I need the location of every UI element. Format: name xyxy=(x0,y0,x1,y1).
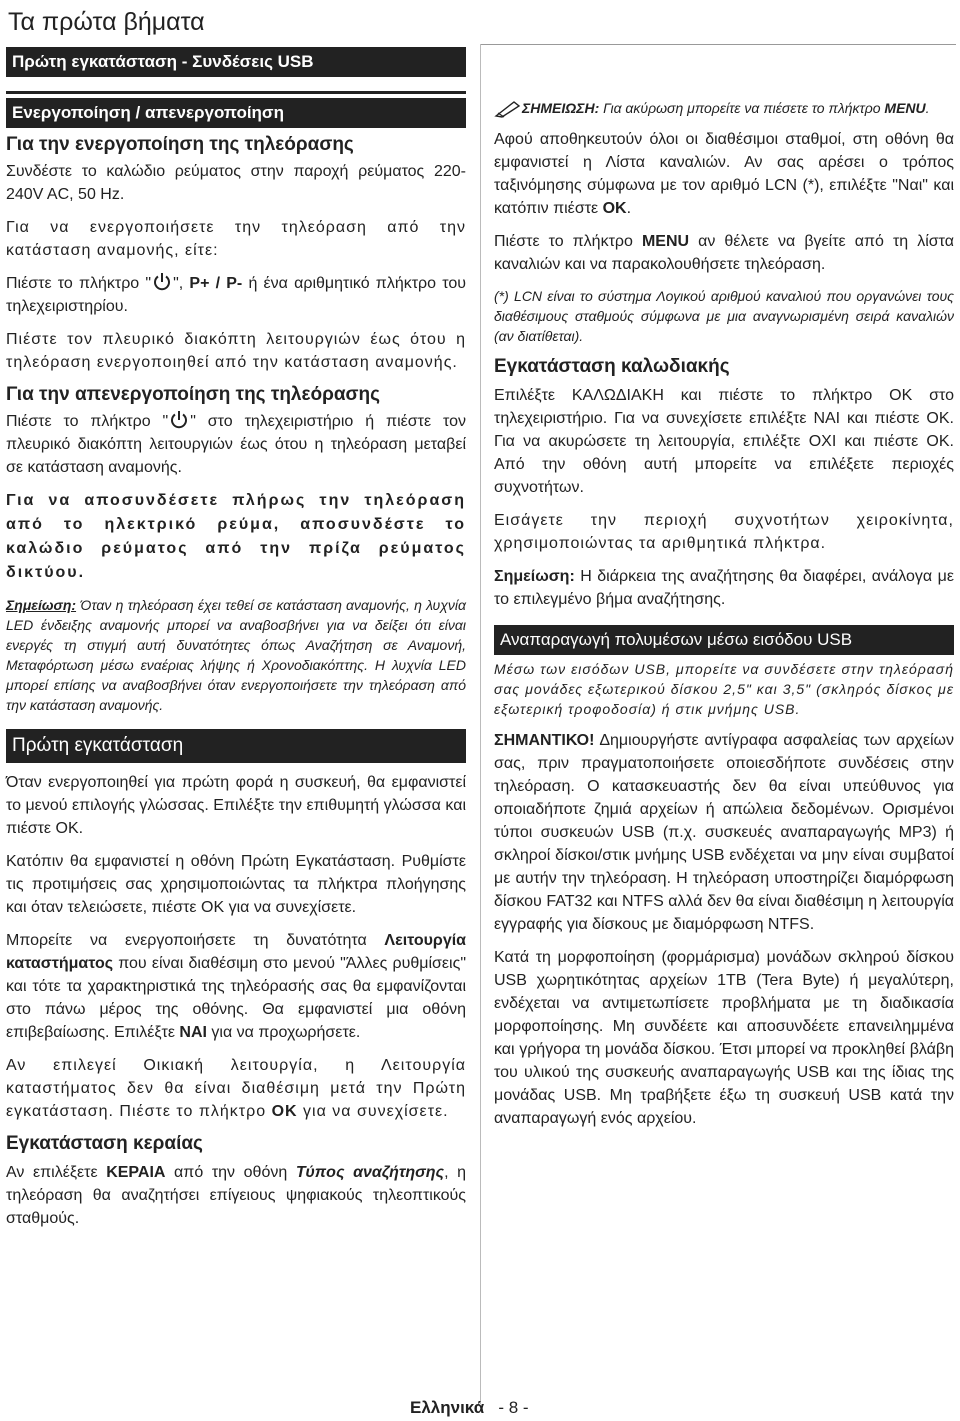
power-off-p1: Πιέστε το πλήκτρο " " στο τηλεχειριστήριο ή πιέστε τον πλευρικό διακόπτη λειτουργιών έως ότου η τηλεόραση μεταβεί σε κατάσταση αναμονής. xyxy=(6,410,466,479)
power-icon xyxy=(152,272,172,292)
page-number: - 8 - xyxy=(498,1398,529,1417)
power-off-heading: Για την απενεργοποίηση της τηλεόρασης xyxy=(6,384,381,405)
footer-language: Ελληνικά xyxy=(410,1398,485,1417)
power-on-p1: Συνδέστε το καλώδιο ρεύματος στην παροχή ρεύματος 220-240V AC, 50 Hz. xyxy=(6,163,466,203)
first-install-bar: Πρώτη εγκατάσταση xyxy=(6,729,466,763)
power-on-p2: Για να ενεργοποιήσετε την τηλεόραση από την κατάσταση αναμονής, είτε: xyxy=(6,219,466,259)
header-rule xyxy=(480,44,956,45)
channel-list-p: Αφού αποθηκευτούν όλοι οι διαθέσιμοι σταθμοί, στη οθόνη θα εμφανιστεί η Λίστα καναλιών. Αν σας αρέσει ο τρόπος ταξινόμησης σύμφωνα με τον αριθμό LCN (*), επιλέξτε "Ναι" και κατόπιν πιέστε OK. xyxy=(494,131,954,218)
column-divider xyxy=(480,44,481,1404)
usb-bar: Αναπαραγωγή πολυμέσων μέσω εισόδου USB xyxy=(494,625,954,655)
power-on-p4: Πιέστε τον πλευρικό διακόπτη λειτουργιών έως ότου η τηλεόραση ενεργοποιηθεί από την κατάσταση αναμονής. xyxy=(6,331,466,371)
cable-heading: Εγκατάσταση καλωδιακής xyxy=(494,356,730,378)
power-on-p3: Πιέστε το πλήκτρο " ", P+ / P- ή ένα αριθμητικό πλήκτρο του τηλεχειριστηρίου. xyxy=(6,272,466,318)
power-bar: Ενεργοποίηση / απενεργοποίηση xyxy=(6,98,466,128)
disconnect-warning: Για να αποσυνδέσετε πλήρως την τηλεόραση από το ηλεκτρικό ρεύμα, αποσυνδέστε το καλώδιο ρεύματος από την πρίζα ρεύματος δικτύου. xyxy=(6,492,466,581)
page-footer xyxy=(410,1398,529,1418)
section-rule xyxy=(6,91,466,94)
left-column xyxy=(6,0,466,1240)
cable-p1: Επιλέξτε ΚΑΛΩΔΙΑΚΗ και πιέστε το πλήκτρο OK στο τηλεχειριστήριο. Για να συνεχίσετε επιλέξτε ΝΑΙ και πιέστε OK. Για να ακυρώσετε τη λειτουργία, επιλέξτε ΟΧΙ και πιέστε OK. Από την οθόνη αυτή μπορείτε να επιλέξετε περιοχές συχνοτήτων. xyxy=(494,387,954,497)
antenna-heading: Εγκατάσταση κεραίας xyxy=(6,1133,203,1154)
first-install-p1: Όταν ενεργοποιηθεί για πρώτη φορά η συσκευή, θα εμφανιστεί το μενού επιλογής γλώσσας. Επιλέξτε την επιθυμητή γλώσσα και πιέστε OK. xyxy=(6,774,466,837)
page-title: Τα πρώτα βήματα xyxy=(8,8,205,36)
cancel-note: ΣΗΜΕΙΩΣΗ: Για ακύρωση μπορείτε να πιέσετε το πλήκτρο MENU. xyxy=(494,98,954,118)
antenna-paragraph: Αν επιλέξετε ΚΕΡΑΙΑ από την οθόνη Τύπος αναζήτησης, η τηλεόραση θα αναζητήσει επίγειους ψηφιακούς τηλεοπτικούς σταθμούς. xyxy=(6,1164,467,1227)
format-p: Κατά τη μορφοποίηση (φορμάρισμα) μονάδων σκληρού δίσκου USB χωρητικότητας αρχείων 1TB (Tera Byte) ή μεγαλύτερη, ενδέχεται να αντιμετωπίσετε προβλήματα με τη διαδικασία μορφοποίησης. Μη συνδέετε και αποσυνδέετε επανειλημμένα και γρήγορα τη μονάδα δίσκου. Έτσι μπορεί να προκληθεί βλάβη του υλικού της συσκευής αναπαραγωγής USB και της ίδιας της μονάδας USB. Μη τραβήξετε έξω τη συσκευή USB κατά την αναπαραγωγή ενός αρχείου. xyxy=(494,949,954,1128)
cable-note: Σημείωση: Η διάρκεια της αναζήτησης θα διαφέρει, ανάλογα με το επιλεγμένο βήμα αναζήτησης. xyxy=(494,568,954,609)
first-install-p3: Μπορείτε να ενεργοποιήσετε τη δυνατότητα Λειτουργία καταστήματος που είναι διαθέσιμη στο μενού "Άλλες ρυθμίσεις" και τότε τα χαρακτηριστικά της τηλεόρασής σας θα εμφανίζονται στο πάνω μέρος της οθόνης. Θα εμφανιστεί μια οθόνη επιβεβαίωσης. Επιλέξτε ΝΑΙ για να προχωρήσετε. xyxy=(6,932,466,1041)
first-install-p2: Κατόπιν θα εμφανιστεί η οθόνη Πρώτη Εγκατάσταση. Ρυθμίστε τις προτιμήσεις σας χρησιμοποιώντας τα πλήκτρα πλοήγησης και όταν τελειώσετε, πιέστε OK για να συνεχίσετε. xyxy=(6,853,466,916)
right-column xyxy=(494,98,954,1140)
cable-p2: Εισάγετε την περιοχή συχνοτήτων χειροκίνητα, χρησιμοποιώντας τα αριθμητικά πλήκτρα. xyxy=(494,512,954,553)
first-install-p4: Αν επιλεγεί Οικιακή λειτουργία, η Λειτουργία καταστήματος δεν θα είναι διαθέσιμη μετά την Πρώτη εγκατάσταση. Πιέστε το πλήκτρο OK για να συνεχίσετε. xyxy=(6,1057,466,1120)
section-bar-first-install-usb: Πρώτη εγκατάσταση - Συνδέσεις USB xyxy=(6,47,466,77)
power-on-heading: Για την ενεργοποίηση της τηλεόρασης xyxy=(6,134,354,155)
power-icon xyxy=(169,410,189,430)
standby-note: Σημείωση: Όταν η τηλεόραση έχει τεθεί σε κατάσταση αναμονής, η λυχνία LED ένδειξης αναμονής μπορεί να αναβοσβήνει για να δείξει ότι είναι ενεργές τη στιγμή αυτή δυνατότητες όπως Αναζήτηση σε Αναμονή, Μεταφόρτωση μέσω εναέριας λήψης ή Χρονοδιακόπτης. Η λυχνία LED μπορεί επίσης να αναβοσβήνει όταν ενεργοποιήσετε την τηλεόραση από την κατάσταση αναμονής. xyxy=(6,597,466,713)
note-pencil-icon xyxy=(494,100,522,118)
lcn-note: (*) LCN είναι το σύστημα Λογικού αριθμού καναλιού που οργανώνει τους διαθέσιμους σταθμούς σύμφωνα με μια αναγνωρισμένη σειρά καναλιών (αν διατίθεται). xyxy=(494,288,954,345)
important-p: ΣΗΜΑΝΤΙΚΟ! Δημιουργήστε αντίγραφα ασφαλείας των αρχείων σας, πριν πραγματοποιήσετε οποιεσδήποτε συνδέσεις στην τηλεόραση. Ο κατασκευαστής δεν θα είναι υπεύθυνος για οποιαδήποτε ζημιά αρχείων ή απώλεια δεδομένων. Ορισμένοι τύποι συσκευών USB (π.χ. συσκευές αναπαραγωγής MP3) ή σκληροί δίσκοι/στικ μνήμης USB ενδέχεται να μην είναι συμβατοί με αυτήν την τηλεόραση. Η τηλεόραση υποστηρίζει διαμόρφωση δίσκου FAT32 και NTFS αλλά δεν θα είναι διαθέσιμη η λειτουργία εγγραφής για δίσκους με διαμόρφωση NTFS. xyxy=(494,732,954,934)
usb-intro: Μέσω των εισόδων USB, μπορείτε να συνδέσετε στην τηλεόρασή σας μονάδες εξωτερικού δίσκου 2,5" και 3,5" (σκληρός δίσκος με εξωτερική τροφοδοσία) ή στικ μνήμης USB. xyxy=(494,661,954,718)
menu-exit-p: Πιέστε το πλήκτρο MENU αν θέλετε να βγείτε από τη λίστα καναλιών και να παρακολουθήσετε τηλεόραση. xyxy=(494,233,954,274)
